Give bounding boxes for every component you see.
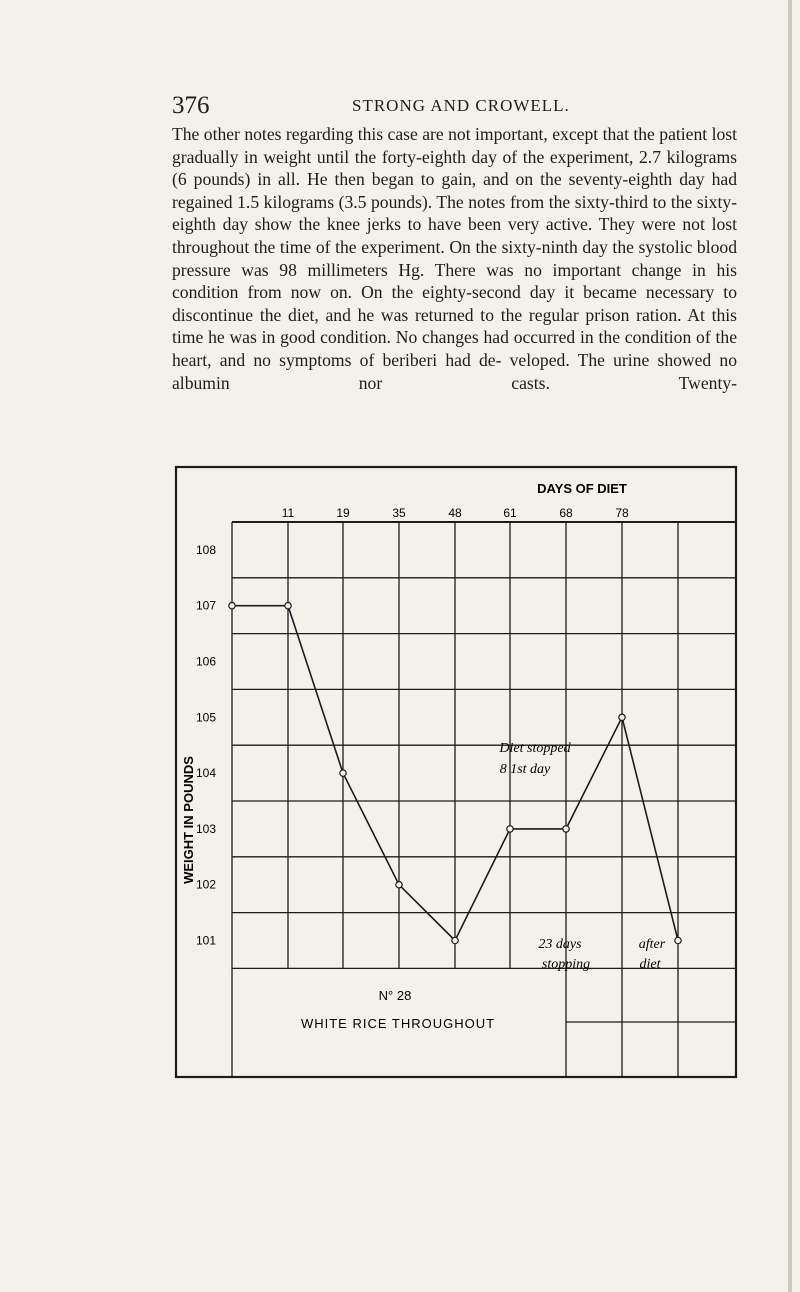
x-tick-label: 48 [448,506,462,520]
y-tick-label: 103 [195,821,216,836]
handwritten-annotation: Diet stopped [499,741,571,756]
handwritten-annotation: 23 days [538,937,582,952]
weight-point [285,603,291,609]
handwritten-annotation: after [638,937,666,952]
y-tick-label: 105 [195,710,216,725]
weight-point [396,882,402,888]
chart-grid [232,522,736,1077]
y-tick-label: 102 [195,877,216,892]
y-tick-label: 101 [195,933,216,948]
y-tick-label: 108 [195,542,216,557]
x-tick-label: 35 [392,506,406,520]
x-tick-label: 61 [503,506,517,520]
y-axis-label: WEIGHT IN POUNDS [181,756,196,884]
running-title: STRONG AND CROWELL. [352,96,570,115]
body-paragraph: The other notes regarding this case are not important, except that the patient lost gradually in weight until the forty-eighth day of the experiment, 2.7 kilograms (6 pounds) in all. He then began to gain, and on the seventy-eighth day had regained 1.5 kilograms (3.5 pounds). The notes from the sixty-third to the sixty-eighth day show the knee jerks to have been very active. They were not lost throughout the time of the experiment. On the sixty-ninth day the systolic blood pressure was 98 millimeters Hg. There was no important change in his condition from now on. On the eighty-second day it became necessary to discontinue the diet, and he was returned to the regular prison ration. At this time he was in good condition. No changes had occurred in the condition of the heart, and no symptoms of beriberi had de- veloped. The urine showed no albumin nor casts. Twenty- [172,124,737,393]
weight-point [563,826,569,832]
weight-point [675,937,681,943]
case-label: N° 28 [378,988,412,1003]
y-tick-label: 104 [195,766,216,781]
diet-label: WHITE RICE THROUGHOUT [300,1016,496,1031]
page-number: 376 [172,92,210,119]
handwritten-annotation: 8 1st day [499,762,551,777]
x-tick-label: 11 [281,506,295,520]
chart-title: DAYS OF DIET [537,481,627,496]
x-tick-labels [282,506,629,520]
x-tick-label: 78 [615,506,629,520]
chart-frame [176,467,736,1077]
y-tick-label: 107 [195,598,216,613]
handwritten-annotation: diet [639,957,661,972]
y-tick-labels [196,543,216,948]
x-tick-label: 68 [559,506,573,520]
x-tick-label: 19 [336,506,350,520]
y-tick-label: 106 [195,654,216,669]
weight-point [619,714,625,720]
weight-point [507,826,513,832]
handwritten-annotation: stopping [541,957,591,972]
weight-point [229,603,235,609]
outer-frame [176,467,736,1077]
weight-point [340,770,346,776]
weight-point [452,937,458,943]
